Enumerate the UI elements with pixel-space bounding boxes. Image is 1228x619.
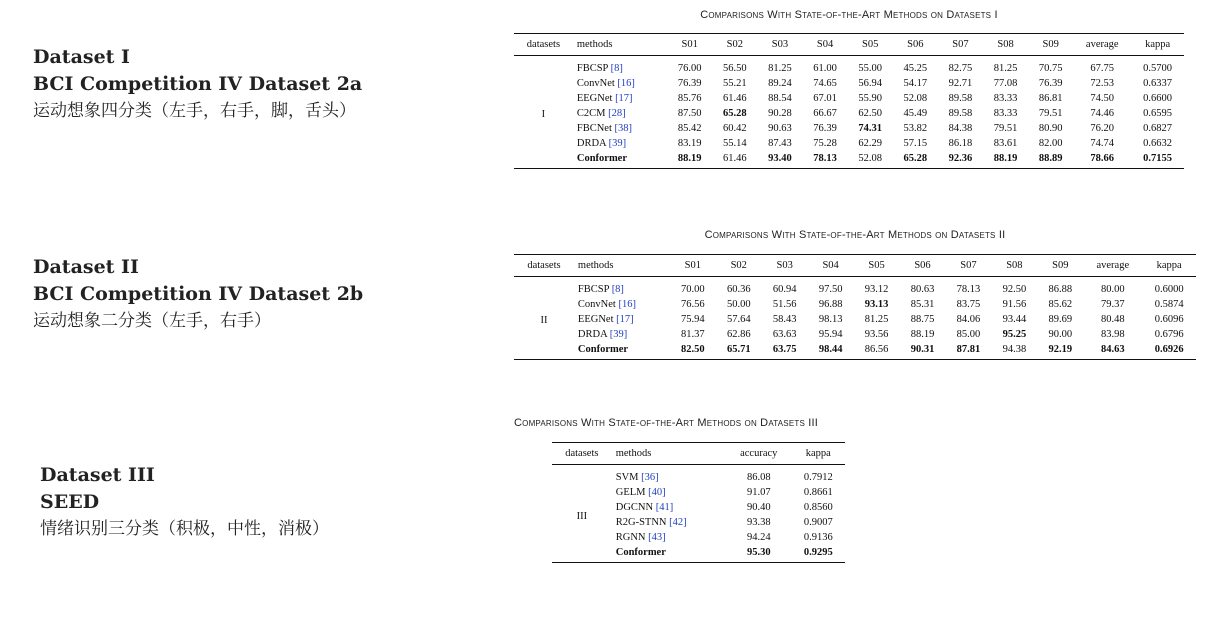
value-cell: 86.56 <box>854 342 900 360</box>
value-cell: 0.6096 <box>1154 314 1184 325</box>
citation-ref: [8] <box>610 63 623 74</box>
value-cell: 93.44 <box>1002 314 1027 325</box>
value-cell: 85.00 <box>956 329 981 340</box>
value-cell: 83.33 <box>993 93 1018 104</box>
method-cell <box>573 76 667 91</box>
value-cell: 90.40 <box>746 502 771 513</box>
column-header: methods <box>574 255 670 277</box>
value-cell: 87.50 <box>677 108 702 119</box>
column-header: S03 <box>762 255 808 277</box>
value-cell: 70.75 <box>1038 63 1063 74</box>
value-cell: 86.88 <box>1048 284 1073 295</box>
column-header: average <box>1073 34 1131 56</box>
table-header <box>552 443 845 465</box>
citation-ref: [40] <box>648 487 666 498</box>
method-cell <box>612 545 726 563</box>
table-row <box>552 465 845 486</box>
value-cell: 95.25 <box>1002 329 1027 340</box>
value-cell: 54.17 <box>903 78 928 89</box>
value-cell: 89.69 <box>1048 314 1073 325</box>
value-cell: 90.28 <box>768 108 792 119</box>
column-header: S06 <box>900 255 946 277</box>
table-row <box>514 121 1184 136</box>
dataset-title: Dataset II <box>33 256 139 278</box>
value-cell: 91.07 <box>746 487 771 498</box>
value-cell: 78.13 <box>802 151 847 169</box>
header-row <box>514 255 1196 277</box>
value-cell: 55.90 <box>858 93 882 104</box>
value-cell: 76.39 <box>813 123 837 134</box>
value-cell: 92.36 <box>938 151 983 169</box>
value-cell: 83.75 <box>956 299 981 310</box>
column-header: methods <box>573 34 667 56</box>
value-cell: 61.46 <box>722 93 747 104</box>
column-header: methods <box>612 443 726 465</box>
value-cell: 89.58 <box>948 108 973 119</box>
header-row <box>514 34 1184 56</box>
citation-ref: [39] <box>609 329 628 340</box>
value-cell: 88.75 <box>910 314 935 325</box>
value-cell: 94.38 <box>991 342 1037 360</box>
value-cell: 95.30 <box>726 545 792 563</box>
method-name: DRDA <box>577 329 608 340</box>
dataset-description: 运动想象二分类（左手，右手） <box>33 311 271 331</box>
dataset-cell: II <box>514 277 574 360</box>
value-cell: 90.31 <box>900 342 946 360</box>
method-name: FBCSP <box>577 284 610 295</box>
table-body <box>514 277 1196 360</box>
value-cell: 74.50 <box>1090 93 1115 104</box>
value-cell: 62.50 <box>858 108 882 119</box>
value-cell: 74.31 <box>858 123 882 134</box>
citation-ref: [17] <box>616 314 634 325</box>
citation-ref: [43] <box>648 532 666 543</box>
dataset-subtitle: BCI Competition IV Dataset 2b <box>33 283 364 305</box>
method-cell <box>612 500 726 515</box>
method-cell <box>574 297 670 312</box>
comparison-table-dataset-2 <box>514 254 1196 360</box>
table-2-caption: Comparisons With State-of-the-Art Methods on Datasets II <box>704 229 1006 241</box>
value-cell: 56.94 <box>858 78 882 89</box>
value-cell: 67.01 <box>813 93 837 104</box>
value-cell: 76.20 <box>1090 123 1115 134</box>
value-cell: 87.43 <box>768 138 792 149</box>
value-cell: 83.19 <box>677 138 702 149</box>
method-cell <box>574 327 670 342</box>
value-cell: 60.94 <box>772 284 797 295</box>
value-cell: 92.71 <box>948 78 973 89</box>
table-header <box>514 34 1184 56</box>
value-cell: 75.28 <box>813 138 837 149</box>
value-cell: 86.81 <box>1038 93 1063 104</box>
column-header: kappa <box>1131 34 1184 56</box>
method-cell <box>612 465 726 486</box>
header-row <box>552 443 845 465</box>
citation-ref: [28] <box>608 108 626 119</box>
table-header <box>514 255 1196 277</box>
value-cell: 88.19 <box>667 151 712 169</box>
value-cell: 85.62 <box>1048 299 1073 310</box>
value-cell: 80.90 <box>1038 123 1063 134</box>
table-row <box>514 327 1196 342</box>
value-cell: 63.75 <box>762 342 808 360</box>
citation-ref: [8] <box>611 284 624 295</box>
value-cell: 65.71 <box>716 342 762 360</box>
method-cell <box>612 515 726 530</box>
column-header: S07 <box>945 255 991 277</box>
value-cell: 87.81 <box>945 342 991 360</box>
value-cell: 0.6827 <box>1143 123 1173 134</box>
value-cell: 76.56 <box>681 299 705 310</box>
citation-ref: [42] <box>669 517 687 528</box>
column-header: S04 <box>802 34 847 56</box>
method-name: C2CM <box>576 108 606 119</box>
table-row <box>514 136 1184 151</box>
column-header: S07 <box>938 34 983 56</box>
value-cell: 88.19 <box>910 329 935 340</box>
value-cell: 90.63 <box>768 123 792 134</box>
value-cell: 93.38 <box>746 517 771 528</box>
column-header: S01 <box>667 34 712 56</box>
value-cell: 57.64 <box>726 314 751 325</box>
value-cell: 79.37 <box>1101 299 1125 310</box>
value-cell: 74.65 <box>813 78 837 89</box>
value-cell: 81.25 <box>864 314 889 325</box>
citation-ref: [39] <box>608 138 627 149</box>
table-body <box>552 465 845 563</box>
method-cell <box>573 151 667 169</box>
value-cell: 77.08 <box>993 78 1018 89</box>
method-cell <box>612 485 726 500</box>
value-cell: 80.00 <box>1101 284 1125 295</box>
citation-ref: [38] <box>614 123 632 134</box>
value-cell: 92.50 <box>1002 284 1027 295</box>
value-cell: 97.50 <box>818 284 843 295</box>
column-header: S01 <box>670 255 716 277</box>
dataset-subtitle: SEED <box>40 491 100 513</box>
column-header: kappa <box>792 443 845 465</box>
value-cell: 58.43 <box>772 314 797 325</box>
table-row <box>514 151 1184 169</box>
citation-ref: [16] <box>617 78 635 89</box>
column-header: datasets <box>514 34 573 56</box>
column-header: S02 <box>716 255 762 277</box>
value-cell: 45.25 <box>903 63 928 74</box>
value-cell: 60.42 <box>722 123 747 134</box>
table-row <box>514 56 1184 77</box>
value-cell: 86.08 <box>746 472 771 483</box>
value-cell: 0.7912 <box>803 472 833 483</box>
column-header: accuracy <box>726 443 792 465</box>
value-cell: 84.06 <box>956 314 981 325</box>
method-cell <box>573 91 667 106</box>
value-cell: 0.5874 <box>1154 299 1184 310</box>
value-cell: 72.53 <box>1090 78 1115 89</box>
value-cell: 83.33 <box>993 108 1018 119</box>
value-cell: 0.6600 <box>1143 93 1173 104</box>
table-row <box>514 76 1184 91</box>
value-cell: 0.8560 <box>803 502 833 513</box>
column-header: S05 <box>848 34 893 56</box>
value-cell: 85.42 <box>677 123 702 134</box>
value-cell: 0.6632 <box>1143 138 1173 149</box>
value-cell: 92.19 <box>1037 342 1083 360</box>
value-cell: 82.00 <box>1038 138 1063 149</box>
value-cell: 95.94 <box>818 329 843 340</box>
value-cell: 0.6337 <box>1143 78 1173 89</box>
method-name: Conformer <box>577 344 629 355</box>
value-cell: 79.51 <box>993 123 1018 134</box>
method-name: Conformer <box>615 547 666 558</box>
value-cell: 63.63 <box>772 329 797 340</box>
value-cell: 70.00 <box>681 284 705 295</box>
dataset-subtitle: BCI Competition IV Dataset 2a <box>33 73 363 95</box>
method-name: SVM <box>615 472 639 483</box>
value-cell: 45.49 <box>903 108 928 119</box>
value-cell: 67.75 <box>1090 63 1115 74</box>
value-cell: 80.63 <box>910 284 935 295</box>
value-cell: 76.39 <box>1038 78 1063 89</box>
comparison-table-dataset-1 <box>514 33 1184 169</box>
table-3-caption: Comparisons With State-of-the-Art Methods on Datasets III <box>514 417 819 429</box>
value-cell: 81.25 <box>768 63 792 74</box>
citation-ref: [36] <box>641 472 659 483</box>
column-header: datasets <box>552 443 612 465</box>
value-cell: 82.50 <box>670 342 716 360</box>
value-cell: 84.38 <box>948 123 973 134</box>
value-cell: 57.15 <box>903 138 928 149</box>
value-cell: 89.58 <box>948 93 973 104</box>
table-row <box>514 312 1196 327</box>
value-cell: 74.46 <box>1090 108 1115 119</box>
value-cell: 60.36 <box>726 284 751 295</box>
value-cell: 83.98 <box>1101 329 1125 340</box>
column-header: S09 <box>1028 34 1073 56</box>
method-name: EEGNet <box>577 314 614 325</box>
value-cell: 84.63 <box>1083 342 1142 360</box>
value-cell: 88.54 <box>768 93 792 104</box>
value-cell: 75.94 <box>681 314 705 325</box>
table-body <box>514 56 1184 169</box>
column-header: S03 <box>757 34 802 56</box>
value-cell: 65.28 <box>893 151 938 169</box>
value-cell: 0.6926 <box>1142 342 1196 360</box>
value-cell: 93.13 <box>864 299 889 310</box>
method-cell <box>612 530 726 545</box>
method-name: Conformer <box>576 153 628 164</box>
method-cell <box>573 121 667 136</box>
citation-ref: [17] <box>615 93 633 104</box>
value-cell: 0.6595 <box>1143 108 1173 119</box>
dataset-3-label <box>40 462 329 543</box>
method-name: ConvNet <box>577 299 616 310</box>
column-header: S08 <box>983 34 1028 56</box>
value-cell: 0.6796 <box>1154 329 1184 340</box>
value-cell: 0.9136 <box>803 532 833 543</box>
table-row <box>514 342 1196 360</box>
citation-ref: [16] <box>618 299 636 310</box>
value-cell: 0.6000 <box>1154 284 1184 295</box>
method-name: R2G-STNN <box>615 517 667 528</box>
value-cell: 82.75 <box>948 63 973 74</box>
value-cell: 88.19 <box>983 151 1028 169</box>
dataset-1-label <box>33 44 362 125</box>
value-cell: 76.00 <box>677 63 702 74</box>
column-header: S05 <box>854 255 900 277</box>
column-header: S09 <box>1037 255 1083 277</box>
value-cell: 52.08 <box>903 93 928 104</box>
value-cell: 55.21 <box>722 78 747 89</box>
value-cell: 0.5700 <box>1143 63 1173 74</box>
value-cell: 93.40 <box>757 151 802 169</box>
table-row <box>514 91 1184 106</box>
dataset-title: Dataset I <box>33 46 130 68</box>
method-name: FBCNet <box>576 123 612 134</box>
method-cell <box>573 136 667 151</box>
value-cell: 76.39 <box>677 78 702 89</box>
method-name: RGNN <box>615 532 646 543</box>
citation-ref: [41] <box>655 502 674 513</box>
value-cell: 62.86 <box>726 329 751 340</box>
value-cell: 94.24 <box>746 532 771 543</box>
value-cell: 81.37 <box>681 329 705 340</box>
method-cell <box>574 342 670 360</box>
method-name: ConvNet <box>576 78 615 89</box>
dataset-2-label <box>33 254 363 335</box>
value-cell: 61.46 <box>712 151 757 169</box>
value-cell: 53.82 <box>903 123 928 134</box>
value-cell: 86.18 <box>948 138 973 149</box>
dataset-description: 情绪识别三分类（积极，中性，消极） <box>40 519 329 539</box>
method-cell <box>574 312 670 327</box>
value-cell: 55.14 <box>722 138 747 149</box>
method-cell <box>573 56 667 77</box>
value-cell: 85.31 <box>910 299 935 310</box>
dataset-description: 运动想象四分类（左手，右手，脚，舌头） <box>33 101 356 121</box>
column-header: S04 <box>808 255 854 277</box>
method-name: GELM <box>615 487 646 498</box>
method-cell <box>574 277 670 298</box>
dataset-title: Dataset III <box>40 464 155 486</box>
value-cell: 0.7155 <box>1131 151 1184 169</box>
method-name: DRDA <box>576 138 607 149</box>
value-cell: 52.08 <box>848 151 893 169</box>
value-cell: 85.76 <box>677 93 702 104</box>
dataset-cell: III <box>552 465 612 563</box>
method-cell <box>573 106 667 121</box>
value-cell: 93.56 <box>864 329 889 340</box>
value-cell: 65.28 <box>722 108 747 119</box>
value-cell: 61.00 <box>813 63 837 74</box>
value-cell: 66.67 <box>813 108 837 119</box>
column-header: kappa <box>1142 255 1196 277</box>
value-cell: 55.00 <box>858 63 882 74</box>
method-name: DGCNN <box>615 502 654 513</box>
value-cell: 50.00 <box>726 299 751 310</box>
dataset-cell: I <box>514 56 573 169</box>
column-header: S06 <box>893 34 938 56</box>
value-cell: 91.56 <box>1002 299 1027 310</box>
value-cell: 90.00 <box>1048 329 1073 340</box>
column-header: datasets <box>514 255 574 277</box>
value-cell: 89.24 <box>768 78 792 89</box>
value-cell: 78.66 <box>1073 151 1131 169</box>
table-row <box>514 277 1196 298</box>
comparison-table-dataset-3 <box>552 442 845 563</box>
column-header: average <box>1083 255 1142 277</box>
table-row <box>514 106 1184 121</box>
method-name: FBCSP <box>576 63 608 74</box>
value-cell: 83.61 <box>993 138 1018 149</box>
value-cell: 78.13 <box>956 284 981 295</box>
value-cell: 56.50 <box>722 63 747 74</box>
value-cell: 81.25 <box>993 63 1018 74</box>
value-cell: 0.8661 <box>803 487 833 498</box>
value-cell: 98.44 <box>808 342 854 360</box>
value-cell: 0.9295 <box>792 545 845 563</box>
column-header: S08 <box>991 255 1037 277</box>
table-1-caption: Comparisons With State-of-the-Art Methods on Datasets I <box>700 9 998 21</box>
value-cell: 88.89 <box>1028 151 1073 169</box>
value-cell: 80.48 <box>1101 314 1125 325</box>
value-cell: 74.74 <box>1090 138 1115 149</box>
value-cell: 0.9007 <box>803 517 833 528</box>
column-header: S02 <box>712 34 757 56</box>
value-cell: 93.12 <box>864 284 889 295</box>
value-cell: 96.88 <box>818 299 843 310</box>
value-cell: 51.56 <box>772 299 797 310</box>
method-name: EEGNet <box>576 93 613 104</box>
value-cell: 98.13 <box>818 314 843 325</box>
value-cell: 62.29 <box>858 138 882 149</box>
value-cell: 79.51 <box>1038 108 1063 119</box>
table-row <box>514 297 1196 312</box>
